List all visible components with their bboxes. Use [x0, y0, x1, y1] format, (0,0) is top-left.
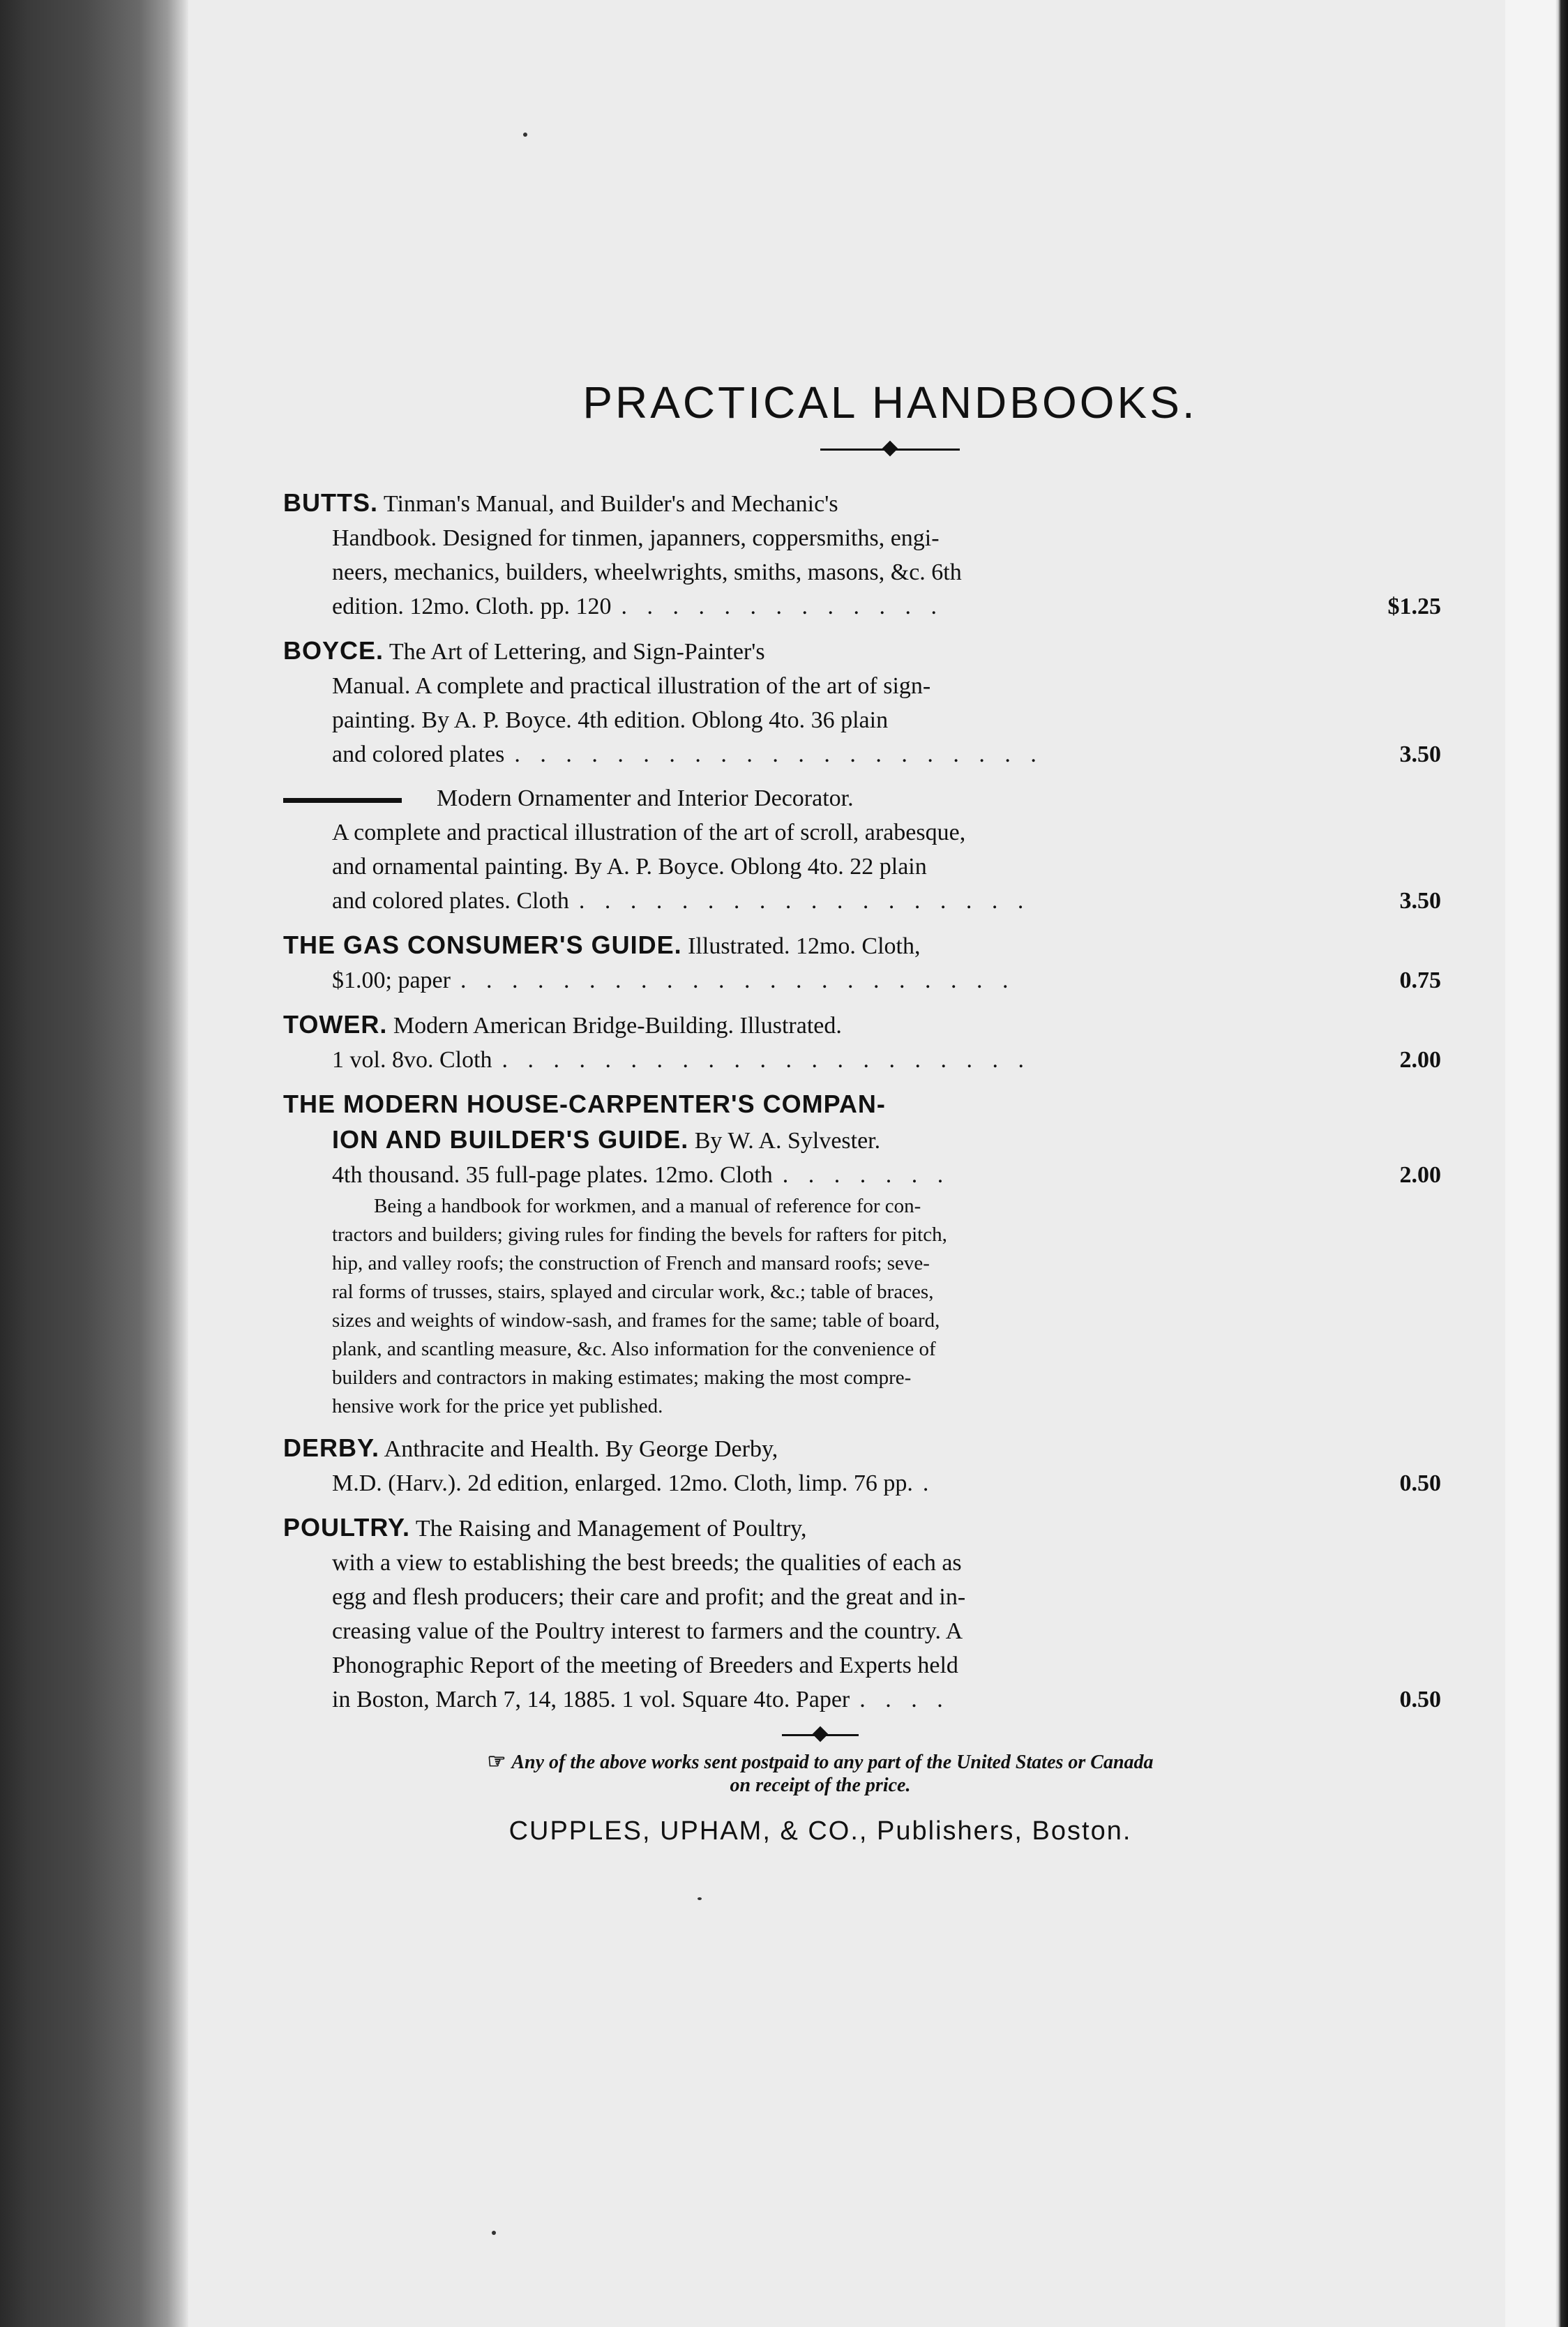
dot-leader: . . . .	[859, 1687, 950, 1712]
diamond-ornament	[882, 441, 898, 457]
entry-text: Anthracite and Health. By George Derby,	[379, 1436, 778, 1462]
entry-heading: BOYCE.	[283, 636, 384, 665]
entry-carpenter	[283, 1087, 1441, 1421]
entry-text: egg and flesh producers; their care and profit; and the great and in-	[332, 1584, 966, 1610]
price: 0.75	[1399, 967, 1441, 993]
description-line: ral forms of trusses, stairs, splayed and circular work, &c.; table of braces,	[332, 1281, 934, 1303]
entry-line	[283, 884, 1441, 918]
entry-line	[283, 703, 1357, 737]
entry-line	[283, 781, 1357, 815]
dot-leader: .	[922, 1470, 936, 1496]
entry-text: The Raising and Management of Poultry,	[410, 1516, 807, 1542]
entry-line	[283, 1648, 1357, 1682]
description-line: Being a handbook for workmen, and a manual of reference for con-	[374, 1195, 921, 1217]
publisher-imprint: CUPPLES, UPHAM, & CO., Publishers, Boston.	[508, 1816, 1132, 1846]
entry-text: Manual. A complete and practical illustration of the art of sign-	[332, 673, 931, 699]
entry-line	[283, 633, 1357, 669]
entry-line	[283, 1580, 1357, 1614]
description-line: sizes and weights of window-sash, and frames for the same; table of board,	[332, 1309, 940, 1332]
entry-text: Handbook. Designed for tinmen, japanners, coppersmiths, engi-	[332, 525, 940, 551]
entry-poultry	[283, 1510, 1441, 1717]
entry-line	[283, 1510, 1357, 1546]
entry-line	[283, 669, 1357, 703]
ditto-dash	[283, 798, 402, 803]
entry-heading: THE MODERN HOUSE-CARPENTER'S COMPAN-	[283, 1090, 886, 1118]
speck	[523, 133, 527, 137]
ornamental-rule-small	[782, 1726, 859, 1743]
speck	[698, 1897, 702, 1900]
scan-right-edge	[1505, 0, 1568, 2327]
page-title: PRACTICAL HANDBOOKS.	[582, 377, 1198, 428]
entry-text: in Boston, March 7, 14, 1885. 1 vol. Square 4to. Paper	[332, 1687, 850, 1712]
price: 0.50	[1399, 1687, 1441, 1712]
entry-heading: TOWER.	[283, 1010, 388, 1039]
dot-leader: . . . . . . . . . . . . . . . . . . . . . .	[460, 967, 1016, 993]
postage-note-line1: Any of the above works sent postpaid to any part of the United States or Canada	[511, 1752, 1154, 1773]
entry-text: Modern Ornamenter and Interior Decorator.	[437, 785, 854, 811]
dot-leader: . . . . . . . . . . . . . . . . . .	[578, 888, 1031, 914]
entry-text: The Art of Lettering, and Sign-Painter's	[384, 639, 765, 665]
dot-leader: . . . . . . .	[782, 1162, 951, 1188]
description-line: tractors and builders; giving rules for finding the bevels for rafters for pitch,	[332, 1223, 947, 1246]
entry-line	[283, 1043, 1441, 1077]
entry-text: painting. By A. P. Boyce. 4th edition. Oblong 4to. 36 plain	[332, 707, 889, 733]
entry-line	[283, 589, 1441, 624]
entry-line	[283, 1682, 1441, 1717]
price: 2.00	[1399, 1047, 1441, 1073]
entry-text: Tinman's Manual, and Builder's and Mechanic's	[378, 491, 838, 517]
entry-butts	[283, 485, 1441, 624]
entry-text: A complete and practical illustration of the art of scroll, arabesque,	[332, 820, 966, 845]
entry-line	[283, 521, 1357, 555]
description-line: builders and contractors in making estimates; making the most compre-	[332, 1366, 912, 1389]
price: 3.50	[1399, 888, 1441, 914]
entry-text: and ornamental painting. By A. P. Boyce. Oblong 4to. 22 plain	[332, 854, 927, 880]
entry-gas	[283, 928, 1441, 997]
dot-leader: . . . . . . . . . . . . . . . . . . . . .	[502, 1047, 1032, 1073]
dot-leader: . . . . . . . . . . . . . . . . . . . . .	[514, 741, 1043, 767]
entry-line	[283, 555, 1357, 589]
entry-text: $1.00; paper	[332, 967, 451, 993]
entry-heading: THE GAS CONSUMER'S GUIDE.	[283, 931, 682, 959]
entry-text: edition. 12mo. Cloth. pp. 120	[332, 594, 612, 619]
entry-line	[283, 1158, 1441, 1192]
entry-line	[283, 1431, 1357, 1466]
entry-list	[283, 485, 1441, 1717]
catalog-content	[283, 363, 1441, 1846]
entry-text: 1 vol. 8vo. Cloth	[332, 1047, 492, 1073]
description-line: hip, and valley roofs; the construction of French and mansard roofs; seve-	[332, 1252, 930, 1274]
entry-derby	[283, 1431, 1441, 1500]
entry-line	[283, 737, 1441, 771]
postage-note-line2: on receipt of the price.	[730, 1775, 911, 1796]
entry-text: M.D. (Harv.). 2d edition, enlarged. 12mo. Cloth, limp. 76 pp.	[332, 1470, 913, 1496]
diamond-ornament	[813, 1726, 829, 1742]
entry-text: By W. A. Sylvester.	[688, 1128, 881, 1154]
entry-line	[283, 1007, 1357, 1043]
entry-boyce-ornamenter	[283, 781, 1441, 918]
entry-line	[283, 1122, 1357, 1158]
price: 3.50	[1399, 741, 1441, 767]
speck	[492, 2231, 496, 2235]
price: $1.25	[1387, 594, 1441, 619]
entry-text: with a view to establishing the best breeds; the qualities of each as	[332, 1550, 962, 1576]
entry-line	[283, 1546, 1357, 1580]
price: 2.00	[1399, 1162, 1441, 1188]
price: 0.50	[1399, 1470, 1441, 1496]
entry-text: neers, mechanics, builders, wheelwrights, smiths, masons, &c. 6th	[332, 559, 962, 585]
entry-description	[283, 1192, 1357, 1421]
scan-binding-shadow	[0, 0, 188, 2327]
dot-leader: . . . . . . . . . . . . .	[621, 594, 944, 619]
entry-heading: DERBY.	[283, 1433, 380, 1462]
entry-heading: POULTRY.	[283, 1513, 411, 1542]
entry-boyce-lettering	[283, 633, 1441, 771]
description-line: plank, and scantling measure, &c. Also information for the convenience of	[332, 1338, 936, 1360]
description-line: hensive work for the price yet published.	[332, 1395, 663, 1417]
entry-text: and colored plates. Cloth	[332, 888, 569, 914]
entry-text: and colored plates	[332, 741, 505, 767]
postage-note	[283, 1750, 1357, 1797]
entry-text: 4th thousand. 35 full-page plates. 12mo. Cloth	[332, 1162, 773, 1188]
entry-line	[283, 963, 1441, 997]
entry-line	[283, 1614, 1357, 1648]
entry-heading: ION AND BUILDER'S GUIDE.	[332, 1125, 689, 1154]
entry-line	[283, 1466, 1441, 1500]
entry-line	[283, 928, 1357, 963]
entry-line	[283, 815, 1357, 850]
entry-text: Phonographic Report of the meeting of Breeders and Experts held	[332, 1652, 958, 1678]
entry-text: Illustrated. 12mo. Cloth,	[681, 933, 921, 959]
entry-text: Modern American Bridge-Building. Illustrated.	[387, 1013, 842, 1039]
ornamental-rule	[820, 441, 960, 458]
entry-heading: BUTTS.	[283, 488, 378, 517]
entry-line	[283, 850, 1357, 884]
entry-line	[283, 1087, 1357, 1122]
entry-tower	[283, 1007, 1441, 1077]
entry-text: creasing value of the Poultry interest to farmers and the country. A	[332, 1618, 963, 1644]
pointing-hand-icon: ☞	[487, 1750, 506, 1773]
entry-line	[283, 485, 1357, 521]
